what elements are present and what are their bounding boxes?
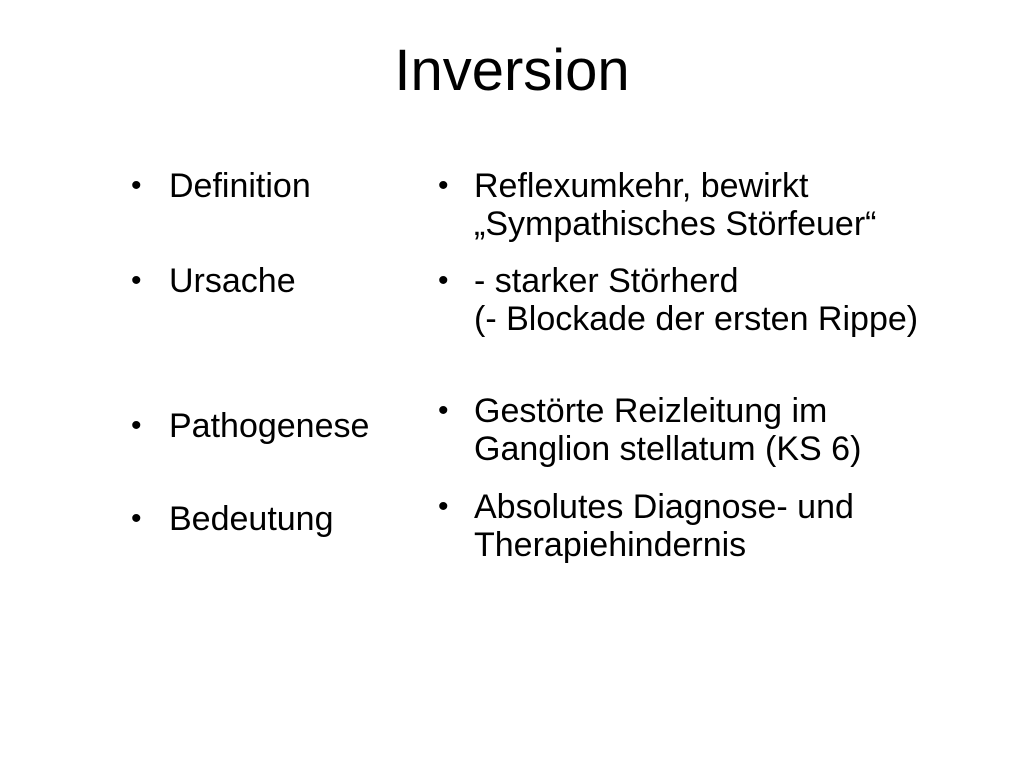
left-item-label: Ursache [169, 262, 296, 300]
bullet-icon: • [438, 169, 449, 202]
bullet-icon: • [438, 490, 449, 523]
text-line: Reflexumkehr, bewirkt [474, 167, 809, 205]
text-line: Therapiehindernis [474, 526, 747, 564]
right-item-text [474, 392, 861, 468]
text-line: Gestörte Reizleitung im [474, 392, 828, 430]
left-item-ursache [131, 262, 296, 300]
bullet-icon: • [438, 394, 449, 427]
bullet-icon: • [131, 502, 142, 535]
bullet-icon: • [131, 169, 142, 202]
left-item-pathogenese [131, 407, 370, 445]
left-item-label: Pathogenese [169, 407, 370, 445]
bullet-icon: • [131, 264, 142, 297]
right-item-text [474, 167, 877, 243]
right-item-pathogenese [438, 392, 862, 468]
left-item-label: Definition [169, 167, 311, 205]
left-item-definition [131, 167, 311, 205]
right-item-text [474, 262, 918, 338]
bullet-icon: • [131, 409, 142, 442]
slide-title: Inversion [394, 38, 630, 103]
right-item-definition [438, 167, 877, 243]
text-line: - starker Störherd [474, 262, 739, 300]
right-item-ursache [438, 262, 919, 338]
left-item-label: Bedeutung [169, 500, 334, 538]
right-item-bedeutung [438, 488, 854, 564]
right-item-text [474, 488, 854, 564]
text-line: (- Blockade der ersten Rippe) [474, 300, 919, 338]
text-line: Absolutes Diagnose- und [474, 488, 854, 526]
text-line: Ganglion stellatum (KS 6) [474, 430, 862, 468]
text-line: „Sympathisches Störfeuer“ [474, 205, 877, 243]
bullet-icon: • [438, 264, 449, 297]
left-item-bedeutung [131, 500, 334, 538]
